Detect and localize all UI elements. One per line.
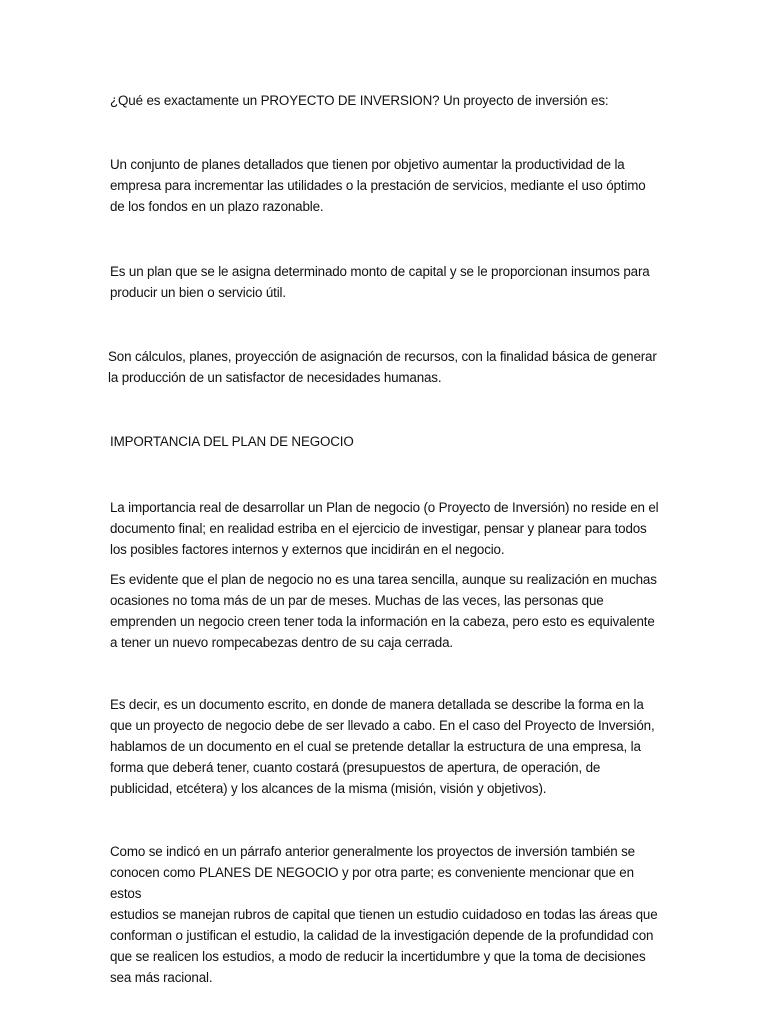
definition-paragraph-3: Son cálculos, planes, proyección de asignación de recursos, con la finalidad básica de generar la producción de un satisfactor de necesidades humanas.: [108, 349, 657, 385]
importance-paragraph-2: Es evidente que el plan de negocio no es una tarea sencilla, aunque su realización en muchas ocasiones no toma más de un par de meses. Muchas de las veces, las personas que emprenden un negocio creen tener toda la información en la cabeza, pero esto es equivalente a tener un nuevo rompecabezas dentro de su caja cerrada.: [110, 572, 657, 650]
importance-paragraph-1: La importancia real de desarrollar un Plan de negocio (o Proyecto de Inversión) no reside en el documento final; en realidad estriba en el ejercicio de investigar, pensar y planear para todos los posibles factores internos y externos que incidirán en el negocio.: [110, 500, 659, 557]
intro-question: ¿Qué es exactamente un PROYECTO DE INVERSION? Un proyecto de inversión es:: [110, 93, 609, 108]
importance-paragraph-4: Como se indicó en un párrafo anterior generalmente los proyectos de inversión también se conocen como PLANES DE NEGOCIO y por otra parte; es conveniente mencionar que en estos estudios se manejan rubros de capital que tienen un estudio cuidadoso en todas las áreas que conforman o justifican el estudio, la calidad de la investigación depende de la profundidad con que se realicen los estudios, a modo de reducir la incertidumbre y que la toma de decisiones sea más racional.: [110, 844, 658, 985]
importance-paragraph-3: Es decir, es un documento escrito, en donde de manera detallada se describe la forma en la que un proyecto de negocio debe de ser llevado a cabo. En el caso del Proyecto de Inversión, hablamos de un documento en el cual se pretende detallar la estructura de una empresa, la forma que deberá tener, cuanto costará (presupuestos de apertura, de operación, de publicidad, etcétera) y los alcances de la misma (misión, visión y objetivos).: [110, 697, 655, 796]
section-heading: IMPORTANCIA DEL PLAN DE NEGOCIO: [110, 434, 354, 449]
definition-paragraph-1: Un conjunto de planes detallados que tienen por objetivo aumentar la productividad de la empresa para incrementar las utilidades o la prestación de servicios, mediante el uso óptimo de los fondos en un plazo razonable.: [110, 157, 646, 214]
definition-paragraph-2: Es un plan que se le asigna determinado monto de capital y se le proporcionan insumos para producir un bien o servicio útil.: [110, 264, 650, 300]
